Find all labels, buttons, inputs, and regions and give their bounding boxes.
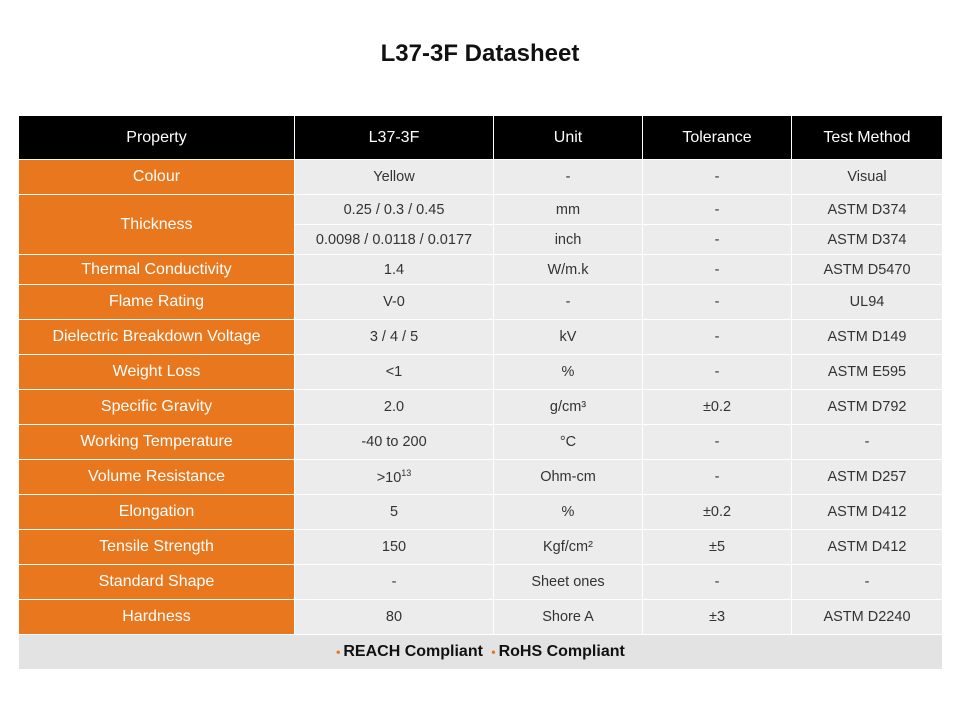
value-cell: -40 to 200 <box>295 425 494 460</box>
property-cell: Weight Loss <box>19 355 295 390</box>
method-cell: UL94 <box>792 285 943 320</box>
unit-cell: inch <box>494 225 643 255</box>
table-row <box>19 390 943 425</box>
unit-cell: % <box>494 495 643 530</box>
tolerance-cell: ±0.2 <box>643 390 792 425</box>
volume-value-exponent: 13 <box>401 468 412 478</box>
reach-compliant: REACH Compliant <box>343 643 483 660</box>
unit-cell: W/m.k <box>494 255 643 285</box>
unit-cell: kV <box>494 320 643 355</box>
method-cell: - <box>792 425 943 460</box>
value-cell: Yellow <box>295 160 494 195</box>
value-cell: 80 <box>295 600 494 635</box>
method-cell: ASTM D257 <box>792 460 943 495</box>
compliance-cell <box>19 635 943 670</box>
unit-cell: Ohm-cm <box>494 460 643 495</box>
unit-cell: g/cm³ <box>494 390 643 425</box>
property-cell: Volume Resistance <box>19 460 295 495</box>
table-row <box>19 195 943 225</box>
tolerance-cell: - <box>643 225 792 255</box>
unit-cell: Sheet ones <box>494 565 643 600</box>
unit-cell: °C <box>494 425 643 460</box>
table-row <box>19 355 943 390</box>
table-row <box>19 565 943 600</box>
method-cell: ASTM D374 <box>792 225 943 255</box>
table-row <box>19 320 943 355</box>
table-row <box>19 160 943 195</box>
unit-cell: Kgf/cm² <box>494 530 643 565</box>
property-cell: Tensile Strength <box>19 530 295 565</box>
tolerance-cell: ±5 <box>643 530 792 565</box>
volume-value-base: >10 <box>376 470 402 486</box>
value-cell: 5 <box>295 495 494 530</box>
unit-cell: - <box>494 160 643 195</box>
value-cell: - <box>295 565 494 600</box>
value-cell: 3 / 4 / 5 <box>295 320 494 355</box>
datasheet-table <box>18 115 943 670</box>
header-property: Property <box>19 116 295 160</box>
unit-cell: mm <box>494 195 643 225</box>
table-row <box>19 495 943 530</box>
tolerance-cell: ±0.2 <box>643 495 792 530</box>
rohs-compliant: RoHS Compliant <box>498 643 625 660</box>
tolerance-cell: - <box>643 285 792 320</box>
property-cell: Thermal Conductivity <box>19 255 295 285</box>
property-cell: Thickness <box>19 195 295 255</box>
header-product: L37-3F <box>295 116 494 160</box>
method-cell: ASTM D374 <box>792 195 943 225</box>
header-unit: Unit <box>494 116 643 160</box>
method-cell: ASTM D2240 <box>792 600 943 635</box>
bullet-icon: • <box>491 645 496 659</box>
unit-cell: % <box>494 355 643 390</box>
header-test-method: Test Method <box>792 116 943 160</box>
property-cell: Elongation <box>19 495 295 530</box>
value-cell: <1 <box>295 355 494 390</box>
tolerance-cell: - <box>643 460 792 495</box>
value-cell: 0.0098 / 0.0118 / 0.0177 <box>295 225 494 255</box>
property-cell: Working Temperature <box>19 425 295 460</box>
unit-cell: Shore A <box>494 600 643 635</box>
table-row <box>19 285 943 320</box>
page-title: L37-3F Datasheet <box>380 40 580 67</box>
value-cell: 150 <box>295 530 494 565</box>
table-row <box>19 425 943 460</box>
method-cell: ASTM E595 <box>792 355 943 390</box>
property-cell: Flame Rating <box>19 285 295 320</box>
value-cell <box>295 460 494 495</box>
method-cell: - <box>792 565 943 600</box>
value-cell: 1.4 <box>295 255 494 285</box>
property-cell: Specific Gravity <box>19 390 295 425</box>
property-cell: Hardness <box>19 600 295 635</box>
tolerance-cell: - <box>643 255 792 285</box>
property-cell: Dielectric Breakdown Voltage <box>19 320 295 355</box>
tolerance-cell: - <box>643 320 792 355</box>
unit-cell: - <box>494 285 643 320</box>
method-cell: Visual <box>792 160 943 195</box>
tolerance-cell: - <box>643 565 792 600</box>
property-cell: Standard Shape <box>19 565 295 600</box>
header-row <box>19 116 943 160</box>
property-cell: Colour <box>19 160 295 195</box>
tolerance-cell: - <box>643 355 792 390</box>
value-cell: 0.25 / 0.3 / 0.45 <box>295 195 494 225</box>
compliance-footer <box>19 635 943 670</box>
method-cell: ASTM D412 <box>792 495 943 530</box>
bullet-icon: • <box>336 645 341 659</box>
table-row <box>19 530 943 565</box>
method-cell: ASTM D149 <box>792 320 943 355</box>
method-cell: ASTM D792 <box>792 390 943 425</box>
method-cell: ASTM D5470 <box>792 255 943 285</box>
tolerance-cell: - <box>643 425 792 460</box>
tolerance-cell: - <box>643 195 792 225</box>
value-cell: 2.0 <box>295 390 494 425</box>
table-row <box>19 255 943 285</box>
table-row <box>19 460 943 495</box>
table-row <box>19 600 943 635</box>
value-cell: V-0 <box>295 285 494 320</box>
method-cell: ASTM D412 <box>792 530 943 565</box>
tolerance-cell: - <box>643 160 792 195</box>
tolerance-cell: ±3 <box>643 600 792 635</box>
header-tolerance: Tolerance <box>643 116 792 160</box>
